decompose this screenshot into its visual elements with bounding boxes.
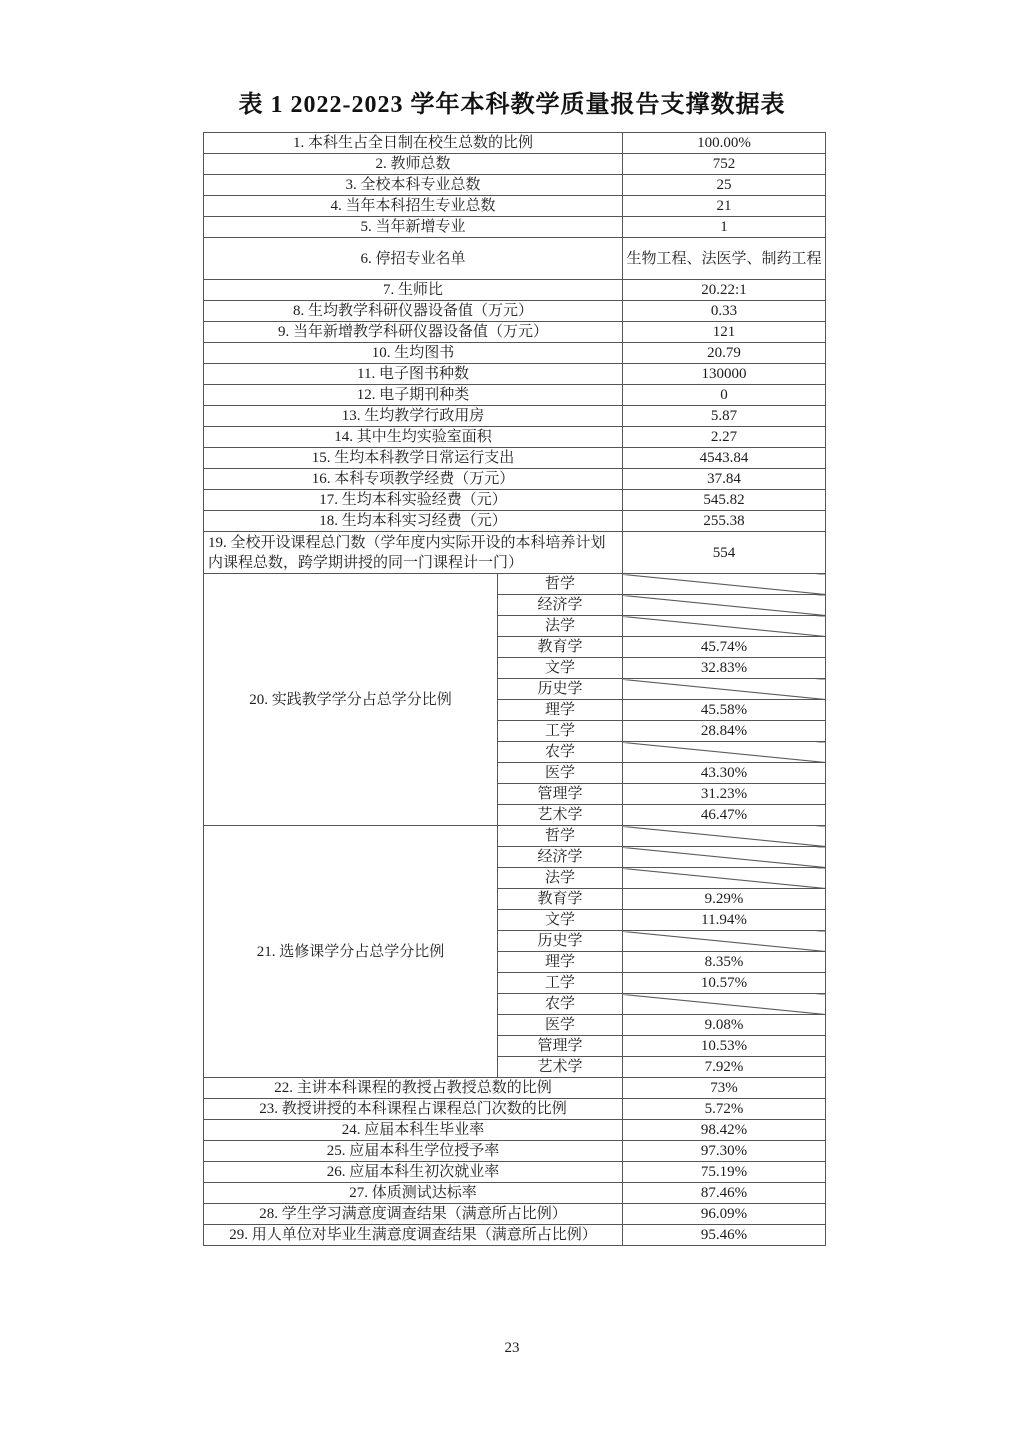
table-row [204,1099,826,1120]
row-value: 20.22:1 [623,280,826,301]
row-value: 121 [623,322,826,343]
table-row [204,427,826,448]
table-row [204,154,826,175]
row-label: 3. 全校本科专业总数 [204,175,623,196]
discipline-label: 教育学 [498,889,623,910]
row-value: 9.08% [623,1015,826,1036]
row-value: 0 [623,385,826,406]
row-label: 22. 主讲本科课程的教授占教授总数的比例 [204,1078,623,1099]
table-row [204,1225,826,1246]
table-row [204,280,826,301]
table-row [204,532,826,574]
discipline-label: 文学 [498,658,623,679]
table-row [204,343,826,364]
discipline-label: 农学 [498,742,623,763]
row-label: 23. 教授讲授的本科课程占课程总门次数的比例 [204,1099,623,1120]
discipline-label: 哲学 [498,826,623,847]
row-value: 87.46% [623,1183,826,1204]
row-value: 75.19% [623,1162,826,1183]
discipline-label: 理学 [498,952,623,973]
table-row [204,364,826,385]
discipline-label: 经济学 [498,595,623,616]
row-value: 1 [623,217,826,238]
row-label: 5. 当年新增专业 [204,217,623,238]
row-label: 11. 电子图书种数 [204,364,623,385]
discipline-label: 工学 [498,973,623,994]
row-value: 73% [623,1078,826,1099]
row-value: 545.82 [623,490,826,511]
table-row [204,133,826,154]
row-value: 9.29% [623,889,826,910]
row-value-empty-diagonal [623,931,826,952]
row-value: 28.84% [623,721,826,742]
row-value: 11.94% [623,910,826,931]
row-value-empty-diagonal [623,868,826,889]
discipline-label: 工学 [498,721,623,742]
row-value-empty-diagonal [623,994,826,1015]
table-row [204,448,826,469]
table-row [204,322,826,343]
row-value: 31.23% [623,784,826,805]
table-row [204,826,826,847]
table-row [204,1120,826,1141]
group-row-label: 20. 实践教学学分占总学分比例 [204,574,498,826]
row-value: 45.74% [623,637,826,658]
discipline-label: 哲学 [498,574,623,595]
row-value: 98.42% [623,1120,826,1141]
page-number: 23 [504,1340,520,1356]
row-value-empty-diagonal [623,826,826,847]
table-row [204,238,826,280]
row-label: 29. 用人单位对毕业生满意度调查结果（满意所占比例） [204,1225,623,1246]
row-label: 19. 全校开设课程总门数（学年度内实际开设的本科培养计划内课程总数，跨学期讲授的同一门课程计一门） [204,532,623,574]
row-label: 28. 学生学习满意度调查结果（满意所占比例） [204,1204,623,1225]
discipline-label: 法学 [498,616,623,637]
row-label: 4. 当年本科招生专业总数 [204,196,623,217]
row-value-empty-diagonal [623,847,826,868]
row-value: 96.09% [623,1204,826,1225]
row-value: 255.38 [623,511,826,532]
discipline-label: 历史学 [498,679,623,700]
row-value: 46.47% [623,805,826,826]
table-row [204,301,826,322]
row-label: 27. 体质测试达标率 [204,1183,623,1204]
row-label: 12. 电子期刊种类 [204,385,623,406]
table-row [204,1162,826,1183]
table-row [204,406,826,427]
row-value: 752 [623,154,826,175]
table-row [204,196,826,217]
row-value: 10.57% [623,973,826,994]
group-row-label: 21. 选修课学分占总学分比例 [204,826,498,1078]
row-label: 10. 生均图书 [204,343,623,364]
row-value: 37.84 [623,469,826,490]
row-value: 45.58% [623,700,826,721]
row-value: 4543.84 [623,448,826,469]
table-row [204,175,826,196]
discipline-label: 艺术学 [498,805,623,826]
row-label: 1. 本科生占全日制在校生总数的比例 [204,133,623,154]
row-label: 2. 教师总数 [204,154,623,175]
table-row [204,511,826,532]
row-value: 21 [623,196,826,217]
table-row [204,469,826,490]
row-value: 7.92% [623,1057,826,1078]
discipline-label: 医学 [498,1015,623,1036]
discipline-label: 农学 [498,994,623,1015]
discipline-label: 文学 [498,910,623,931]
table-row [204,490,826,511]
row-label: 15. 生均本科教学日常运行支出 [204,448,623,469]
row-value-empty-diagonal [623,574,826,595]
discipline-label: 法学 [498,868,623,889]
row-value: 5.87 [623,406,826,427]
row-value: 95.46% [623,1225,826,1246]
discipline-label: 历史学 [498,931,623,952]
table-body [204,133,826,1246]
table-row [204,1183,826,1204]
row-value: 97.30% [623,1141,826,1162]
page-title: 表 1 2022-2023 学年本科教学质量报告支撑数据表 [238,92,786,118]
table-row [204,1141,826,1162]
row-value-empty-diagonal [623,742,826,763]
row-value: 554 [623,532,826,574]
row-label: 8. 生均教学科研仪器设备值（万元） [204,301,623,322]
support-data-table-wrap [203,132,825,1246]
row-value-empty-diagonal [623,616,826,637]
discipline-label: 经济学 [498,847,623,868]
row-value-empty-diagonal [623,679,826,700]
row-label: 24. 应届本科生毕业率 [204,1120,623,1141]
row-value: 0.33 [623,301,826,322]
discipline-label: 教育学 [498,637,623,658]
row-value: 100.00% [623,133,826,154]
table-row [204,217,826,238]
row-label: 9. 当年新增教学科研仪器设备值（万元） [204,322,623,343]
row-value: 10.53% [623,1036,826,1057]
row-label: 25. 应届本科生学位授予率 [204,1141,623,1162]
support-data-table [203,132,826,1246]
table-row [204,1204,826,1225]
row-label: 7. 生师比 [204,280,623,301]
discipline-label: 理学 [498,700,623,721]
table-row [204,385,826,406]
table-row [204,574,826,595]
row-value: 43.30% [623,763,826,784]
row-value: 20.79 [623,343,826,364]
row-value: 130000 [623,364,826,385]
row-value: 8.35% [623,952,826,973]
row-label: 13. 生均教学行政用房 [204,406,623,427]
row-value: 5.72% [623,1099,826,1120]
discipline-label: 医学 [498,763,623,784]
row-label: 14. 其中生均实验室面积 [204,427,623,448]
discipline-label: 艺术学 [498,1057,623,1078]
row-label: 6. 停招专业名单 [204,238,623,280]
row-label: 17. 生均本科实验经费（元） [204,490,623,511]
row-label: 18. 生均本科实习经费（元） [204,511,623,532]
row-value-empty-diagonal [623,595,826,616]
row-label: 16. 本科专项教学经费（万元） [204,469,623,490]
discipline-label: 管理学 [498,1036,623,1057]
row-value: 25 [623,175,826,196]
row-label: 26. 应届本科生初次就业率 [204,1162,623,1183]
row-value: 32.83% [623,658,826,679]
table-row [204,1078,826,1099]
row-value: 2.27 [623,427,826,448]
discipline-label: 管理学 [498,784,623,805]
row-value: 生物工程、法医学、制药工程 [623,238,826,280]
